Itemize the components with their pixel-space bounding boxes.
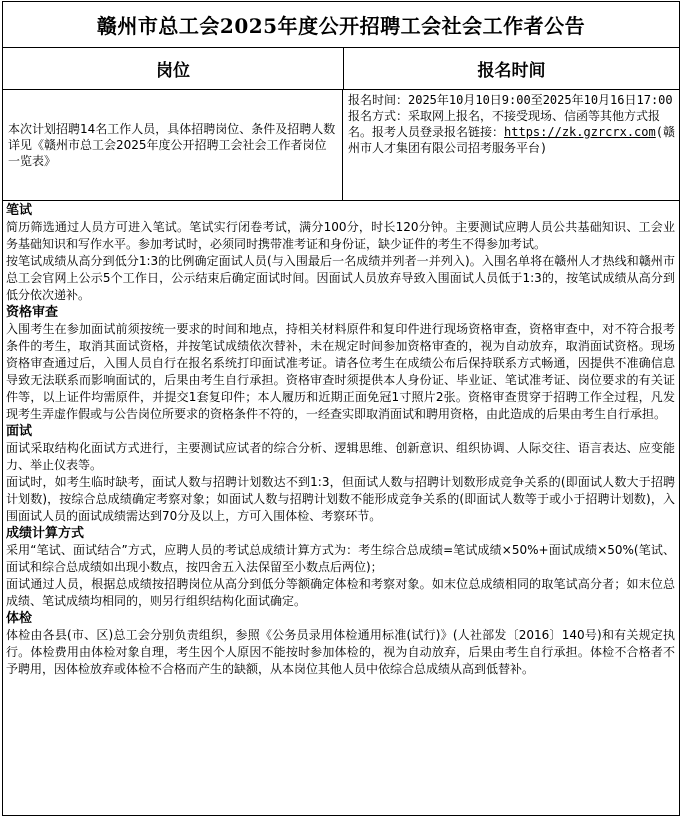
interview-paragraph-2: 面试时，如考生临时缺考，面试人数与招聘计划数达不到1:3，但面试人数与招聘计划数形成竞争关系的(即面试人数大于招聘计划数)，按综合总成绩确定考察对象；如面试人数与招聘计划数不能形成竞争关系的(即面试人数等于或小于招聘计划数)，入围面试人员的面试成绩需达到70分及以上，方可入围体检、考察环节。 bbox=[6, 475, 675, 523]
signup-org: (赣州市人才集团有限公司招考服务平台) bbox=[348, 125, 675, 155]
header-position: 岗位 bbox=[3, 48, 344, 89]
position-cell bbox=[3, 90, 343, 200]
signup-method bbox=[348, 108, 675, 156]
section-heading-score: 成绩计算方式 bbox=[6, 526, 85, 541]
table-info-row bbox=[3, 90, 679, 201]
signup-time-text: 报名时间：2025年10月10日9:00至2025年10月16日17:00 bbox=[348, 93, 673, 107]
page-title: 赣州市总工会2025年度公开招聘工会社会工作者公告 bbox=[3, 2, 679, 48]
announcement-body bbox=[3, 201, 679, 678]
signup-method-text: 报名方式：采取网上报名，不接受现场、信函等其他方式报名。报考人员登录报名链接： bbox=[348, 109, 661, 139]
score-paragraph-2: 面试通过人员，根据总成绩按招聘岗位从高分到低分等额确定体检和考察对象。如末位总成绩相同的取笔试高分者；如末位总成绩、笔试成绩均相同的，则另行组织结构化面试确定。 bbox=[6, 577, 675, 608]
written-paragraph-2: 按笔试成绩从高分到低分1:3的比例确定面试人员(与入围最后一名成绩并列者一并列入)。入围名单将在赣州人才热线和赣州市总工会官网上公示5个工作日，公示结束后确定面试时间。因面试人员放弃导致入围面试人员低于1:3的，按笔试成绩从高分到低分依次递补。 bbox=[6, 254, 675, 302]
section-heading-written: 笔试 bbox=[6, 203, 33, 218]
table-header-row bbox=[3, 48, 679, 90]
qualification-paragraph-1: 入围考生在参加面试前须按统一要求的时间和地点，持相关材料原件和复印件进行现场资格审查，资格审查中，对不符合报考条件的考生，取消其面试资格，并按笔试成绩依次替补，未在规定时间参加资格审查的，视为自动放弃，取消面试资格。现场资格审查通过后，入围人员自行在报名系统打印面试准考证。请各位考生在成绩公布后保持联系方式畅通，因提供不准确信息导致无法联系而影响面试的，后果由考生自行承担。资格审查时须提供本人身份证、毕业证、笔试准考证、岗位要求的有关证件等，以上证件均需原件，并提交1套复印件；本人履历和近期正面免冠1寸照片2张。资格审查贯穿于招聘工作全过程，凡发现考生弄虚作假或与公告岗位所要求的资格条件不符的，一经查实即取消面试和聘用资格，由此造成的后果由考生自行承担。 bbox=[6, 322, 675, 421]
header-signup-time: 报名时间 bbox=[477, 61, 546, 81]
section-heading-qualification: 资格审查 bbox=[6, 305, 59, 320]
medical-paragraph-1: 体检由各县(市、区)总工会分别负责组织，参照《公务员录用体检通用标准(试行)》(人社部发〔2016〕140号)和有关规定执行。体检费用由体检对象自理，考生因个人原因不能按时参加体检的，视为自动放弃，后果由考生自行承担。体检不合格者不予聘用，因体检放弃或体检不合格而产生的缺额，从本岗位其他人员中依综合总成绩从高到低替补。 bbox=[6, 628, 675, 676]
announcement-table bbox=[2, 1, 680, 816]
interview-paragraph-1: 面试采取结构化面试方式进行，主要测试应试者的综合分析、逻辑思维、创新意识、组织协调、人际交往、语言表达、应变能力、举止仪表等。 bbox=[6, 441, 675, 472]
position-text: 本次计划招聘14名工作人员，具体招聘岗位、条件及招聘人数详见《赣州市总工会2025年度公开招聘工会社会工作者岗位一览表》 bbox=[8, 122, 336, 168]
signup-cell bbox=[343, 90, 679, 200]
section-heading-medical: 体检 bbox=[6, 611, 33, 626]
section-heading-interview: 面试 bbox=[6, 424, 33, 439]
score-paragraph-1: 采用“笔试、面试结合”方式，应聘人员的考试总成绩计算方式为：考生综合总成绩=笔试成绩×50%+面试成绩×50%(笔试、面试和综合总成绩如出现小数点，按四舍五入法保留至小数点后两位)； bbox=[6, 543, 675, 574]
written-paragraph-1: 简历筛选通过人员方可进入笔试。笔试实行闭卷考试，满分100分，时长120分钟。主要测试应聘人员公共基础知识、工会业务基础知识和写作水平。参加考试时，必须同时携带准考证和身份证，缺少证件的考生不得参加考试。 bbox=[6, 220, 675, 251]
signup-link[interactable]: https://zk.gzrcrx.com bbox=[504, 125, 656, 139]
